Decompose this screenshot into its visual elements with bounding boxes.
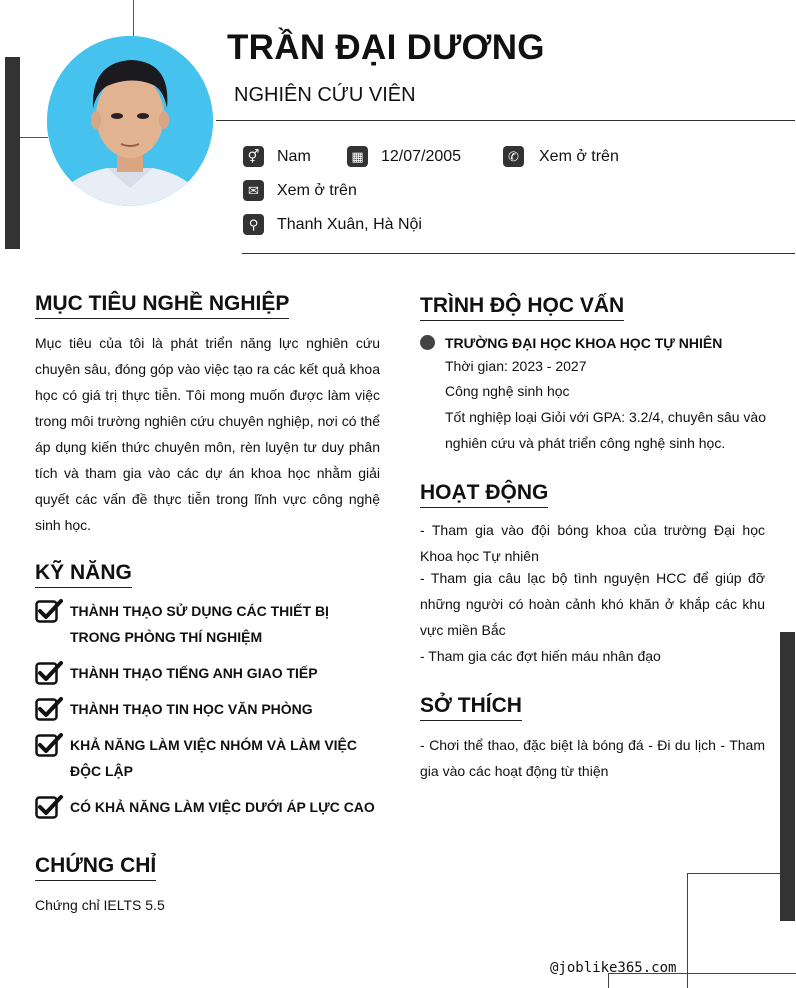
- email-value: Xem ở trên: [277, 181, 357, 199]
- right-decor-bar: [780, 632, 795, 921]
- contact-address: [243, 214, 422, 235]
- top-decor-line: [133, 0, 134, 38]
- contact-gender: [243, 146, 311, 167]
- header-divider-top: [216, 120, 795, 121]
- skill-item: [35, 732, 380, 784]
- checkbox-checked-icon: [35, 660, 63, 686]
- education-description-line-2: nghiên cứu và phát triển công nghệ sinh học.: [445, 435, 726, 451]
- envelope-icon: ✉: [243, 180, 264, 201]
- school-name: TRƯỜNG ĐẠI HỌC KHOA HỌC TỰ NHIÊN: [445, 335, 723, 351]
- address-value: Thanh Xuân, Hà Nội: [277, 215, 422, 233]
- skill-item: [35, 660, 380, 686]
- phone-icon: ✆: [503, 146, 524, 167]
- contact-birthdate: [347, 146, 461, 167]
- phone-value: Xem ở trên: [539, 147, 619, 165]
- left-decor-bar: [5, 57, 20, 249]
- skill-item: [35, 696, 380, 722]
- checkbox-checked-icon: [35, 794, 63, 820]
- skill-item: [35, 794, 380, 820]
- skill-label: THÀNH THẠO TIẾNG ANH GIAO TIẾP: [70, 665, 318, 681]
- activities-heading: HOẠT ĐỘNG: [420, 481, 548, 508]
- objective-text: Mục tiêu của tôi là phát triển năng lực nghiên cứu chuyên sâu, đóng góp vào việc tạo ra các kết quả khoa học có giá trị thực tiễn. Tôi mong muốn được làm việc trong môi trường nghiên cứu chuyên nghiệp, nơi có thể áp dụng kiến thức chuyên môn, rèn luyện tư duy phân tích và tham gia vào các dự án khoa học nhằm giải quyết các vấn đề thực tiễn trong lĩnh vực công nghệ sinh học.: [35, 335, 380, 533]
- profile-photo: [47, 36, 213, 206]
- skill-item: [35, 598, 380, 650]
- certificate-text: Chứng chỉ IELTS 5.5: [35, 897, 165, 913]
- gender-value: Nam: [277, 147, 311, 165]
- skill-label: THÀNH THẠO TIN HỌC VĂN PHÒNG: [70, 701, 313, 717]
- education-time: Thời gian: 2023 - 2027: [445, 358, 587, 374]
- candidate-name: TRẦN ĐẠI DƯƠNG: [227, 28, 545, 67]
- activity-item: - Tham gia câu lạc bộ tình nguyện HCC để giúp đỡ những người có hoàn cảnh khó khăn ở khắp các khu vực miền Bắc: [420, 570, 765, 638]
- skill-label: KHẢ NĂNG LÀM VIỆC NHÓM VÀ LÀM VIỆC ĐỘC LẬP: [70, 737, 357, 779]
- contact-email: [243, 180, 357, 201]
- activity-item: - Tham gia các đợt hiến máu nhân đạo: [420, 648, 661, 664]
- checkbox-checked-icon: [35, 732, 63, 758]
- skill-label: CÓ KHẢ NĂNG LÀM VIỆC DƯỚI ÁP LỰC CAO: [70, 799, 375, 815]
- education-heading: TRÌNH ĐỘ HỌC VẤN: [420, 294, 624, 321]
- calendar-icon: ▦: [347, 146, 368, 167]
- checkbox-checked-icon: [35, 696, 63, 722]
- location-pin-icon: ⚲: [243, 214, 264, 235]
- objective-heading: MỤC TIÊU NGHỀ NGHIỆP: [35, 292, 289, 319]
- contact-phone: [503, 146, 619, 167]
- education-major: Công nghệ sinh học: [445, 383, 570, 399]
- education-description-line-1: Tốt nghiệp loại Giỏi với GPA: 3.2/4, chuyên sâu vào: [445, 409, 766, 425]
- birthdate-value: 12/07/2005: [381, 147, 462, 165]
- activity-item: - Tham gia vào đội bóng khoa của trường Đại học Khoa học Tự nhiên: [420, 522, 765, 564]
- header-divider-bottom: [242, 253, 795, 254]
- left-decor-line: [20, 137, 48, 138]
- skills-heading: KỸ NĂNG: [35, 561, 132, 588]
- timeline-bullet: [420, 335, 435, 350]
- skill-label: THÀNH THẠO SỬ DỤNG CÁC THIẾT BỊ TRONG PHÒNG THÍ NGHIỆM: [70, 603, 329, 645]
- gender-icon: ⚥: [243, 146, 264, 167]
- hobbies-heading: SỞ THÍCH: [420, 694, 522, 721]
- site-watermark: @joblike365.com: [550, 960, 677, 976]
- job-title: NGHIÊN CỨU VIÊN: [234, 84, 416, 106]
- certificates-heading: CHỨNG CHỈ: [35, 854, 156, 881]
- bottom-right-decor-frame: [687, 873, 781, 988]
- checkbox-checked-icon: [35, 598, 63, 624]
- hobbies-text: - Chơi thể thao, đặc biệt là bóng đá - Đi du lịch - Tham gia vào các hoạt động từ thiện: [420, 737, 765, 779]
